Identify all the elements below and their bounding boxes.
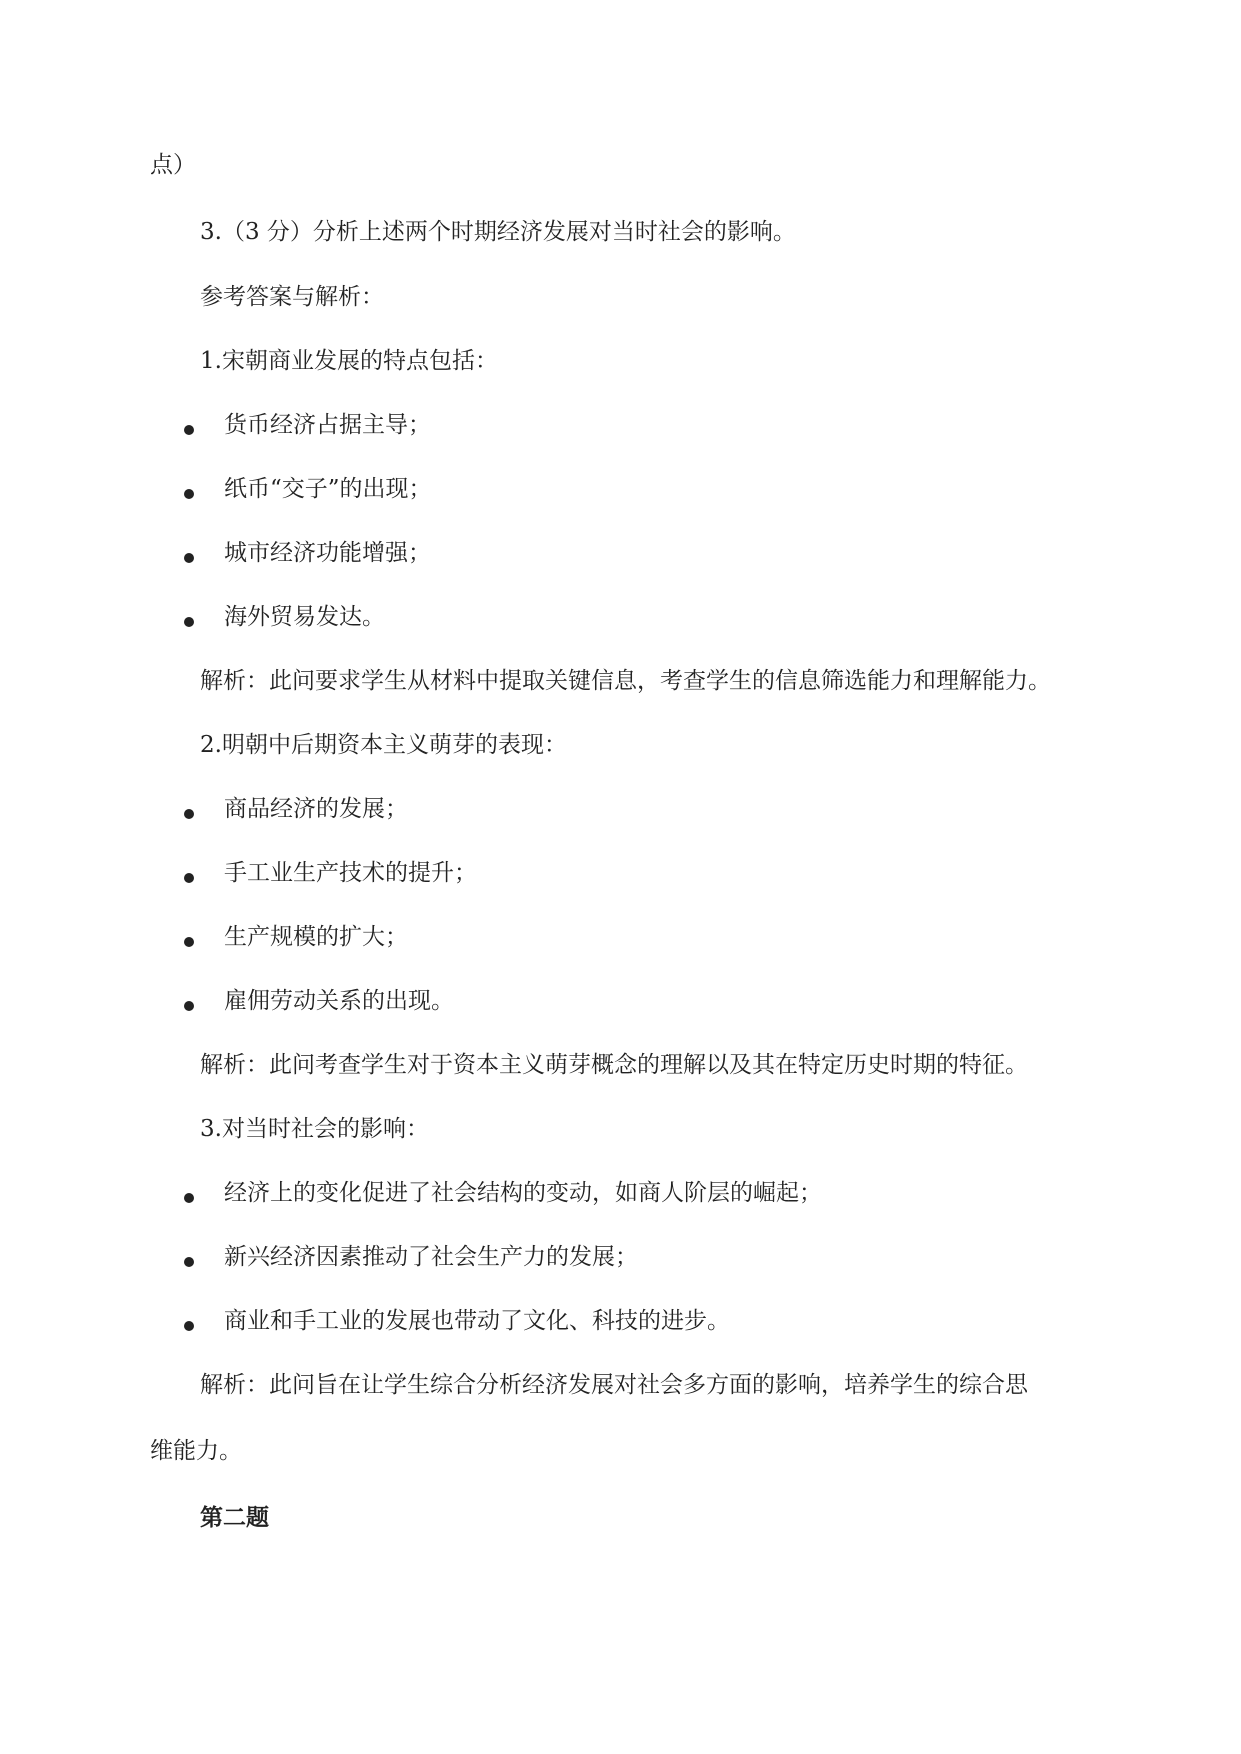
list-item: 商业和手工业的发展也带动了文化、科技的进步。 [224,1308,730,1334]
list-item: 新兴经济因素推动了社会生产力的发展； [224,1244,638,1270]
bullet-icon [184,1257,194,1267]
analysis-1: 解析：此问要求学生从材料中提取关键信息，考查学生的信息筛选能力和理解能力。 [200,668,1051,694]
list-item: 手工业生产技术的提升； [224,860,477,886]
list-item: 商品经济的发展； [224,796,408,822]
bullet-icon [184,873,194,883]
section-heading: 第二题 [200,1504,269,1531]
bullet-icon [184,553,194,563]
question-3: 3.（3 分）分析上述两个时期经济发展对当时社会的影响。 [200,219,796,245]
bullet-icon [184,809,194,819]
answer-heading: 参考答案与解析： [200,284,384,310]
list-item: 生产规模的扩大； [224,924,408,950]
bullet-icon [184,937,194,947]
analysis-2: 解析：此问考查学生对于资本主义萌芽概念的理解以及其在特定历史时期的特征。 [200,1052,1028,1078]
list-item: 纸币“交子”的出现； [224,476,432,502]
answer-2-title: 2.明朝中后期资本主义萌芽的表现： [200,732,567,758]
bullet-icon [184,489,194,499]
list-item: 货币经济占据主导； [224,412,431,438]
answer-3-title: 3.对当时社会的影响： [200,1116,429,1142]
analysis-3: 解析：此问旨在让学生综合分析经济发展对社会多方面的影响，培养学生的综合思 [200,1372,1028,1398]
list-item: 雇佣劳动关系的出现。 [224,988,454,1014]
bullet-icon [184,617,194,627]
list-item: 海外贸易发达。 [224,604,385,630]
bullet-icon [184,425,194,435]
bullet-icon [184,1001,194,1011]
bullet-icon [184,1321,194,1331]
continuation-text: 点） [150,152,196,178]
list-item: 经济上的变化促进了社会结构的变动，如商人阶层的崛起； [224,1180,822,1206]
answer-1-title: 1.宋朝商业发展的特点包括： [200,348,498,374]
list-item: 城市经济功能增强； [224,540,431,566]
analysis-3-continued: 维能力。 [150,1438,242,1464]
bullet-icon [184,1193,194,1203]
